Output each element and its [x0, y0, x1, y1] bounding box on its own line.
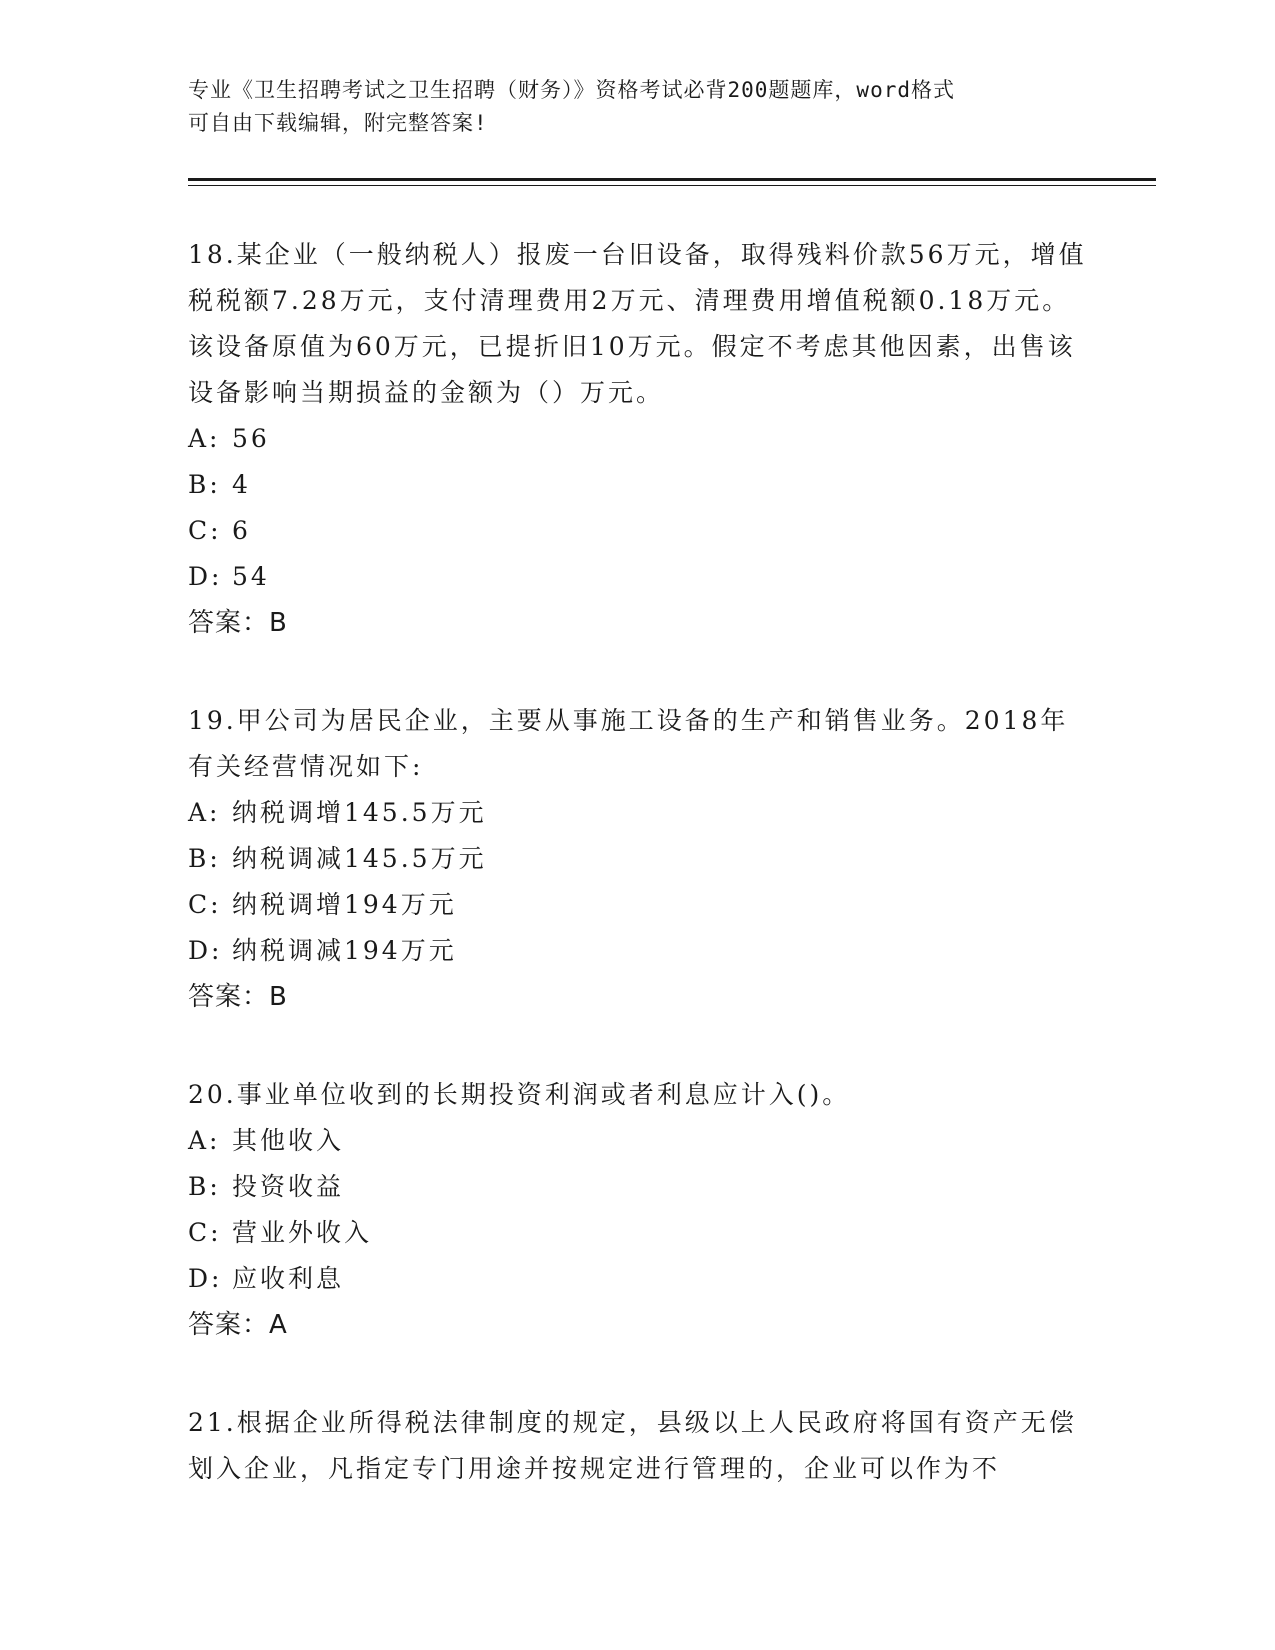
option-text: 投资收益 [232, 1172, 345, 1201]
option-text: 6 [232, 516, 251, 545]
answer-line: 答案：A [188, 1310, 288, 1340]
question-stem: 21.根据企业所得税法律制度的规定，县级以上人民政府将国有资产无偿划入企业，凡指定专门用途并按规定进行管理的，企业可以作为不 [188, 1408, 1077, 1483]
option-text: 纳税调减145.5万元 [232, 844, 487, 873]
question-18 [188, 232, 1088, 646]
answer-line: 答案：B [188, 608, 288, 638]
document-header [188, 74, 1088, 140]
option-text: 54 [232, 562, 270, 591]
option-b [188, 1164, 1088, 1210]
option-key: A: [188, 1126, 221, 1155]
option-key: D: [188, 562, 223, 591]
option-text: 纳税调增194万元 [232, 890, 457, 919]
option-c [188, 882, 1088, 928]
question-stem: 19.甲公司为居民企业，主要从事施工设备的生产和销售业务。2018年有关经营情况如下: [188, 706, 1069, 781]
question-20 [188, 1072, 1088, 1348]
option-b [188, 462, 1088, 508]
option-d [188, 928, 1088, 974]
option-text: 纳税调增145.5万元 [232, 798, 487, 827]
option-key: D: [188, 1264, 223, 1293]
question-19 [188, 698, 1088, 1020]
header-line-2: 可自由下载编辑，附完整答案! [188, 111, 488, 135]
option-a [188, 790, 1088, 836]
header-line-1: 专业《卫生招聘考试之卫生招聘（财务）》资格考试必背200题题库，word格式 [188, 78, 955, 102]
option-key: B: [188, 470, 221, 499]
question-21 [188, 1400, 1088, 1492]
question-list [188, 232, 1088, 1544]
option-a [188, 416, 1088, 462]
option-key: D: [188, 936, 223, 965]
option-text: 56 [232, 424, 270, 453]
option-key: C: [188, 890, 222, 919]
option-d [188, 554, 1088, 600]
option-key: C: [188, 1218, 222, 1247]
option-text: 其他收入 [232, 1126, 345, 1155]
option-key: C: [188, 516, 222, 545]
header-divider-thin [188, 185, 1156, 186]
option-c [188, 508, 1088, 554]
option-key: A: [188, 424, 221, 453]
question-stem: 18.某企业（一般纳税人）报废一台旧设备，取得残料价款56万元，增值税税额7.28万元，支付清理费用2万元、清理费用增值税额0.18万元。该设备原值为60万元，已提折旧10万元。假定不考虑其他因素，出售该设备影响当期损益的金额为（）万元。 [188, 240, 1087, 407]
option-key: B: [188, 1172, 221, 1201]
option-key: B: [188, 844, 221, 873]
option-d [188, 1256, 1088, 1302]
option-key: A: [188, 798, 221, 827]
option-c [188, 1210, 1088, 1256]
option-text: 4 [232, 470, 251, 499]
option-text: 纳税调减194万元 [232, 936, 457, 965]
option-text: 应收利息 [232, 1264, 345, 1293]
header-divider-thick [188, 178, 1156, 181]
option-a [188, 1118, 1088, 1164]
option-text: 营业外收入 [232, 1218, 373, 1247]
option-b [188, 836, 1088, 882]
answer-line: 答案：B [188, 982, 288, 1012]
question-stem: 20.事业单位收到的长期投资利润或者利息应计入()。 [188, 1080, 851, 1109]
